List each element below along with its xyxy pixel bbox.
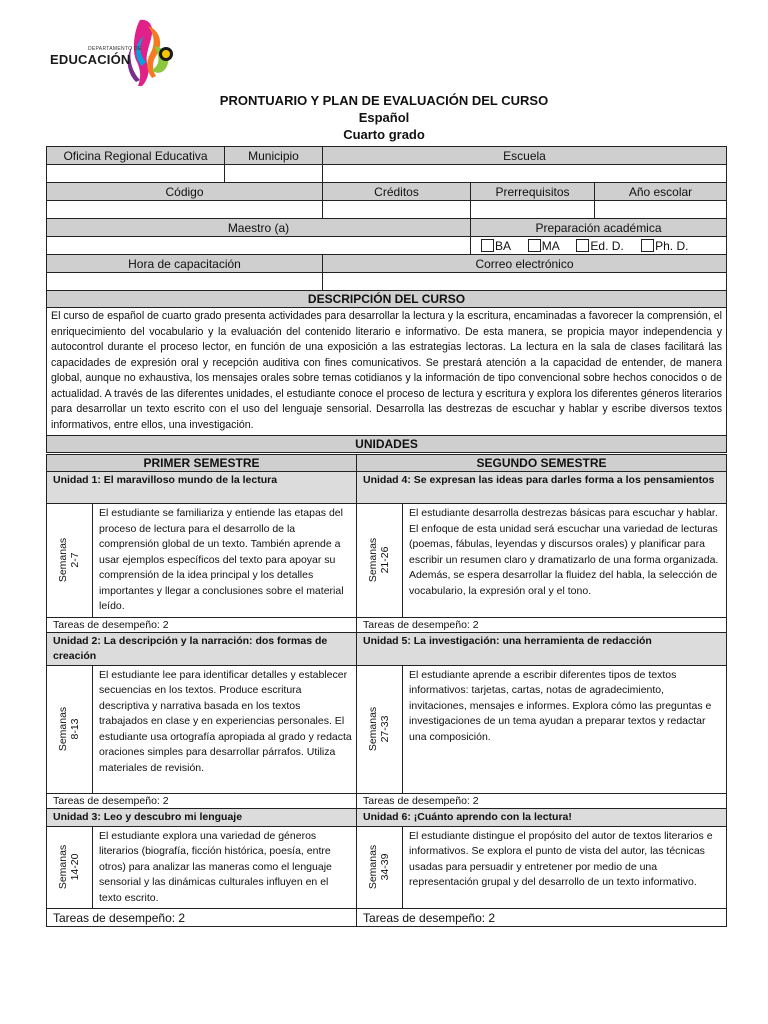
hora-field[interactable] [47,273,323,291]
second-semester-header: SEGUNDO SEMESTRE [357,455,727,472]
document-title: PRONTUARIO Y PLAN DE EVALUACIÓN DEL CURSO [219,93,549,108]
unit-2-weeks [47,665,93,793]
unit-4-description: El estudiante desarrolla destrezas básicas para escuchar y hablar. El enfoque de esta unidad será escuchar una variedad de lecturas (poemas, fábulas, leyendas y discursos orales) y planificar para escribir un resumen claro y dramatizarlo de una forma organizada. Además, se espera desarrollar la fluidez del habla, la selección de vocabulario, la expresión oral y el tono. [403,504,727,618]
course-description: El curso de español de cuarto grado presenta actividades para desarrollar la lectura y la escritura, encaminadas a favorecer la comprensión, el enriquecimiento del vocabulario y la evaluación del contenido literario e informativo. De esta manera, se propicia mayor independencia y autocontrol durante el proceso lector, en función de una exposición a las estrategias lectoras. La lectura en la sala de clases facilitará las capacidades de expresión oral y recepción auditiva con fines comunicativos. Se prestará atención a la capacidad de entender, de manera global, aunque no exhaustiva, los mensajes orales sobre temas cotidianos y la información de tipo convencional sobre hechos conocidos o de actualidad. A través de las diferentes unidades, el estudiante conoce el proceso de lectura y escritura y explora los diferentes géneros literarios para desarrollar un texto escrito con el uso del lenguaje sensorial. Desarrolla las destrezas de escuchar y hablar y escribe diversos textos informativos, entre ellos, una investigación. [47,308,727,436]
unit-6-description: El estudiante distingue el propósito del autor de textos literarios e informativos. Se explora el punto de vista del autor, las técnicas usadas para persuadir y entretener por medio de una representación grupal y del desarrollo de un texto informativo. [403,826,727,909]
creditos-field[interactable] [323,201,471,219]
prerrequisitos-header: Prerrequisitos [471,183,595,201]
ma-label: MA [541,238,560,253]
oficina-header: Oficina Regional Educativa [47,147,225,165]
unit-5-title: Unidad 5: La investigación: una herramienta de redacción [357,632,727,665]
ba-checkbox[interactable] [481,239,494,252]
escuela-header: Escuela [323,147,727,165]
ano-escolar-header: Año escolar [595,183,727,201]
ba-label: BA [495,238,511,253]
edd-label: Ed. D. [590,238,624,253]
logo-education-label: EDUCACIÓN [50,52,131,67]
ma-checkbox[interactable] [528,239,541,252]
unit-6-weeks-label: Semanas [367,845,380,890]
unit-3-description: El estudiante explora una variedad de géneros literarios (biografía, ficción histórica, poesía, entre otros) para analizar las maneras como el lenguaje sensorial y las dinámicas culturales influyen en el texto escrito. [93,826,357,909]
unit-3-tareas: Tareas de desempeño: 2 [47,909,357,927]
unit-1-tareas: Tareas de desempeño: 2 [47,617,357,632]
units-table [46,454,727,927]
unit-3-weeks [47,826,93,909]
unit-2-description: El estudiante lee para identificar detalles y establecer secuencias en los textos. Produce escritura descriptiva y narrativa basada en los textos trabajados en clase y en experiencias personales. El estudiante usa ortografía apropiada al grado y redacta oraciones simples para desarrollar párrafos. Utiliza materiales de revisión. [93,665,357,793]
unit-5-weeks-range: 27-33 [379,715,392,743]
ano-escolar-field[interactable] [595,201,727,219]
unit-2-weeks-label: Semanas [57,706,70,752]
unit-3-weeks-label: Semanas [57,845,70,890]
unit-6-weeks-range: 34-39 [379,853,392,881]
oficina-field[interactable] [47,165,225,183]
edd-checkbox[interactable] [576,239,589,252]
degree-options [471,237,727,255]
department-logo [48,16,188,88]
unit-4-title: Unidad 4: Se expresan las ideas para darles forma a los pensamientos [357,472,727,504]
unit-4-weeks [357,504,403,618]
codigo-header: Código [47,183,323,201]
unit-5-description: El estudiante aprende a escribir diferentes tipos de textos informativos: tarjetas, cartas, notas de agradecimiento, invitaciones, mensajes e informes. Explora cómo las preguntas e investigaciones de un tema ayudan a preparar textos y redactar una composición. [403,665,727,793]
municipio-header: Municipio [225,147,323,165]
hora-header: Hora de capacitación [47,255,323,273]
unit-1-weeks-label: Semanas [57,538,70,583]
phd-label: Ph. D. [655,238,689,253]
logo-department-label: DEPARTAMENTO DE [88,46,142,52]
unit-6-title: Unidad 6: ¡Cuánto aprendo con la lectura! [357,808,727,826]
unit-1-weeks [47,504,93,618]
course-info-table [46,146,727,453]
unit-4-weeks-label: Semanas [367,538,380,583]
prerrequisitos-field[interactable] [471,201,595,219]
unit-2-title: Unidad 2: La descripción y la narración: dos formas de creación [47,632,357,665]
phd-checkbox[interactable] [641,239,654,252]
municipio-field[interactable] [225,165,323,183]
codigo-field[interactable] [47,201,323,219]
units-heading: UNIDADES [47,436,727,453]
unit-4-tareas: Tareas de desempeño: 2 [357,617,727,632]
unit-6-weeks [357,826,403,909]
unit-5-weeks [357,665,403,793]
unit-2-tareas: Tareas de desempeño: 2 [47,793,357,808]
unit-5-weeks-label: Semanas [367,706,380,752]
correo-field[interactable] [323,273,727,291]
correo-header: Correo electrónico [323,255,727,273]
creditos-header: Créditos [323,183,471,201]
first-semester-header: PRIMER SEMESTRE [47,455,357,472]
unit-4-weeks-range: 21-26 [379,546,392,574]
unit-3-title: Unidad 3: Leo y descubro mi lenguaje [47,808,357,826]
maestro-header: Maestro (a) [47,219,471,237]
escuela-field[interactable] [323,165,727,183]
preparacion-header: Preparación académica [471,219,727,237]
unit-5-tareas: Tareas de desempeño: 2 [357,793,727,808]
unit-2-weeks-range: 8-13 [69,718,82,740]
subject-title: Español [358,110,410,125]
unit-1-title: Unidad 1: El maravilloso mundo de la lectura [47,472,357,504]
unit-3-weeks-range: 14-20 [69,853,82,881]
unit-1-weeks-range: 2-7 [69,552,82,568]
unit-1-description: El estudiante se familiariza y entiende las etapas del proceso de lectura para el desarrollo de la comprensión global de un texto. También aprende a usar ejemplos específicos del texto para apoyar su comprensión de la idea principal y los detalles importantes y llegar a conclusiones sobre el material leído. [93,504,357,618]
maestro-field[interactable] [47,237,471,255]
grade-title: Cuarto grado [343,127,425,142]
description-heading: DESCRIPCIÓN DEL CURSO [47,291,727,308]
unit-6-tareas: Tareas de desempeño: 2 [357,909,727,927]
